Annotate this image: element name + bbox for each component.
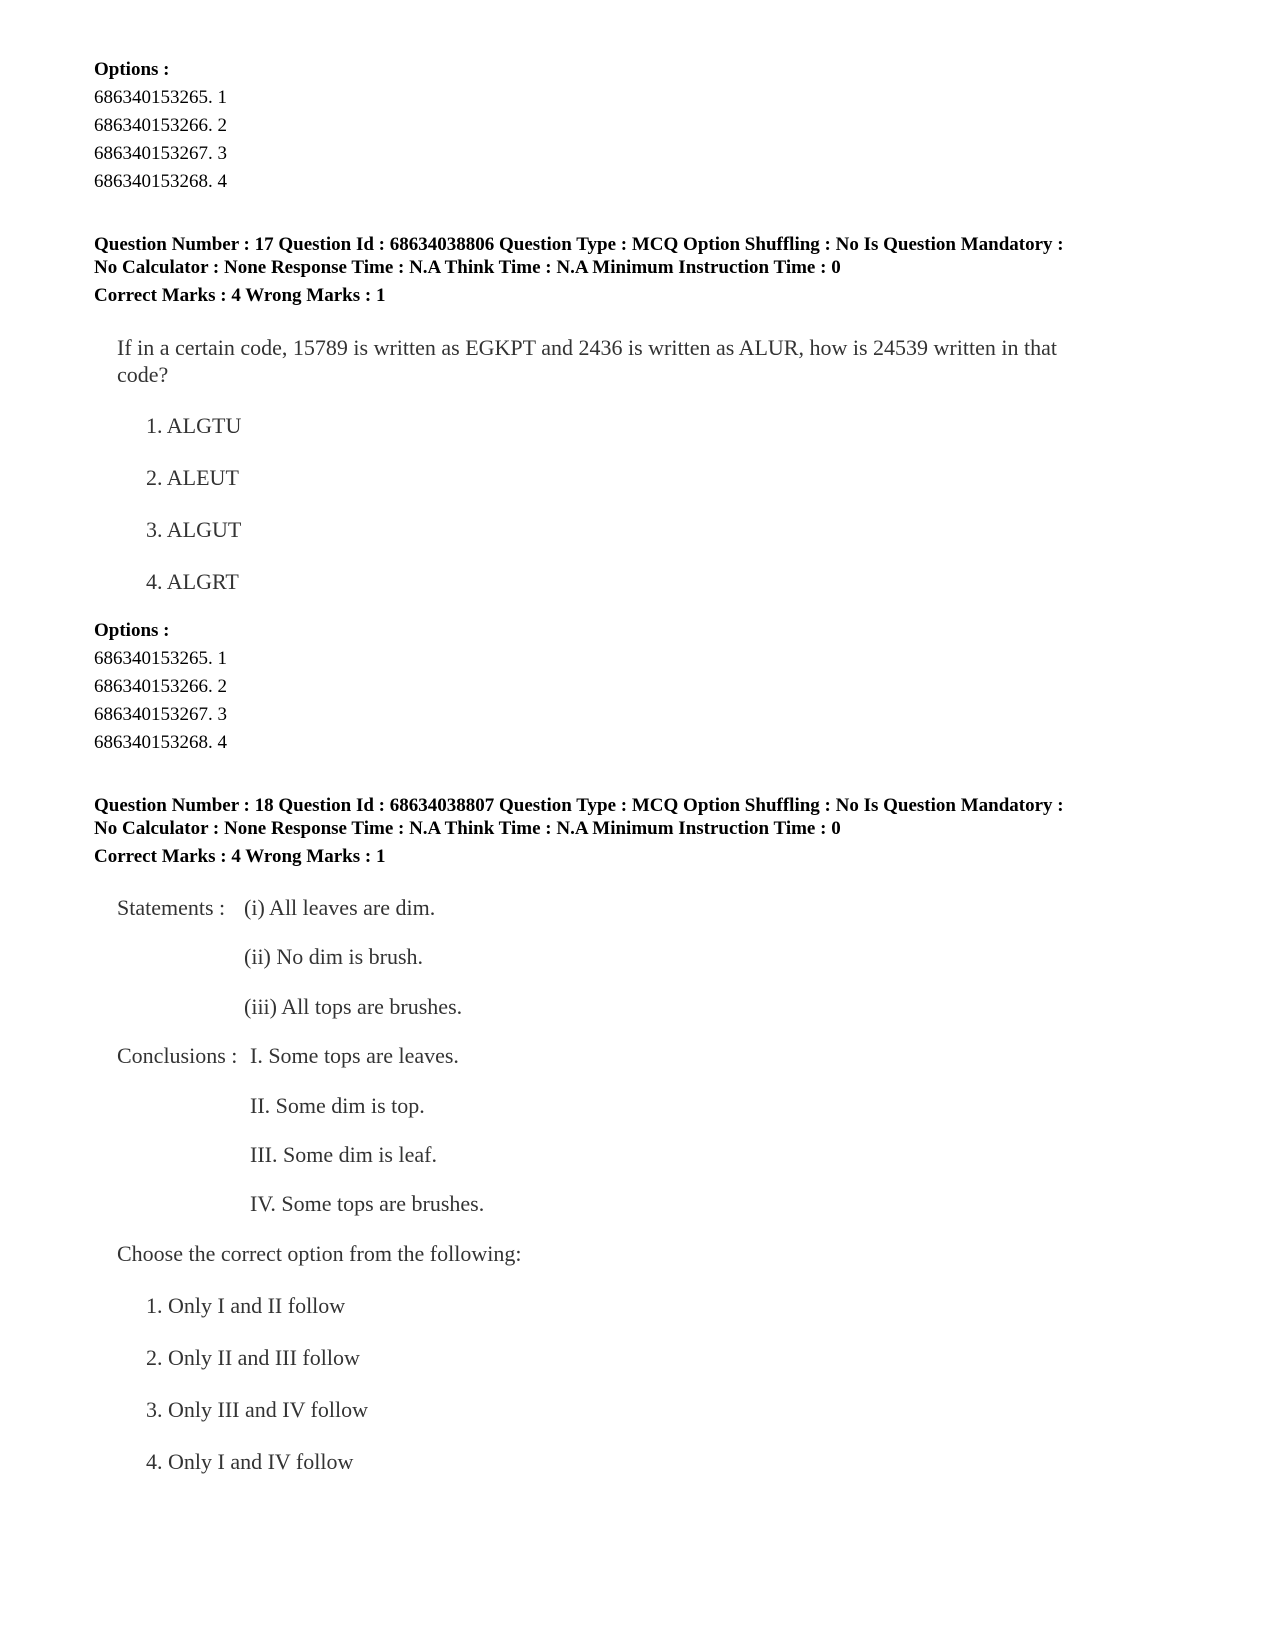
option-id: 686340153267. 3 [94,704,227,725]
question-header-line2: No Calculator : None Response Time : N.A Think Time : N.A Minimum Instruction Time : 0 [94,818,841,839]
answer-choice: 1. Only I and II follow [146,1293,346,1318]
answer-choice: 4. Only I and IV follow [146,1449,354,1474]
option-id: 686340153266. 2 [94,115,227,136]
answer-choice: 2. Only II and III follow [146,1345,360,1370]
statement: (i) All leaves are dim. [244,895,436,920]
option-id: 686340153267. 3 [94,143,227,164]
statements-label: Statements : [117,895,226,920]
question-marks: Correct Marks : 4 Wrong Marks : 1 [94,846,386,867]
option-id: 686340153266. 2 [94,676,227,697]
answer-choice: 1. ALGTU [146,413,242,438]
conclusions-label: Conclusions : [117,1043,238,1068]
option-id: 686340153268. 4 [94,171,227,192]
option-id: 686340153268. 4 [94,732,227,753]
answer-choice: 4. ALGRT [146,569,239,594]
option-id: 686340153265. 1 [94,648,227,669]
question-header-line1: Question Number : 17 Question Id : 68634038806 Question Type : MCQ Option Shuffling : No Is Question Mandatory : [94,234,1064,255]
question-text-line1: If in a certain code, 15789 is written as EGKPT and 2436 is written as ALUR, how is 24539 written in that [117,335,1057,360]
answer-choice: 3. Only III and IV follow [146,1397,368,1422]
conclusion: III. Some dim is leaf. [250,1142,437,1167]
question-marks: Correct Marks : 4 Wrong Marks : 1 [94,285,386,306]
question-header-line1: Question Number : 18 Question Id : 68634038807 Question Type : MCQ Option Shuffling : No Is Question Mandatory : [94,795,1064,816]
answer-choice: 3. ALGUT [146,517,242,542]
answer-choice: 2. ALEUT [146,465,239,490]
question-instruction: Choose the correct option from the following: [117,1241,522,1266]
question-header-line2: No Calculator : None Response Time : N.A Think Time : N.A Minimum Instruction Time : 0 [94,257,841,278]
statement: (ii) No dim is brush. [244,944,424,969]
option-id: 686340153265. 1 [94,87,227,108]
options-heading: Options : [94,620,170,641]
statement: (iii) All tops are brushes. [244,994,463,1019]
conclusion: II. Some dim is top. [250,1093,425,1118]
options-heading: Options : [94,59,170,80]
question-text-line2: code? [117,362,169,387]
conclusion: I. Some tops are leaves. [250,1043,459,1068]
conclusion: IV. Some tops are brushes. [250,1191,485,1216]
